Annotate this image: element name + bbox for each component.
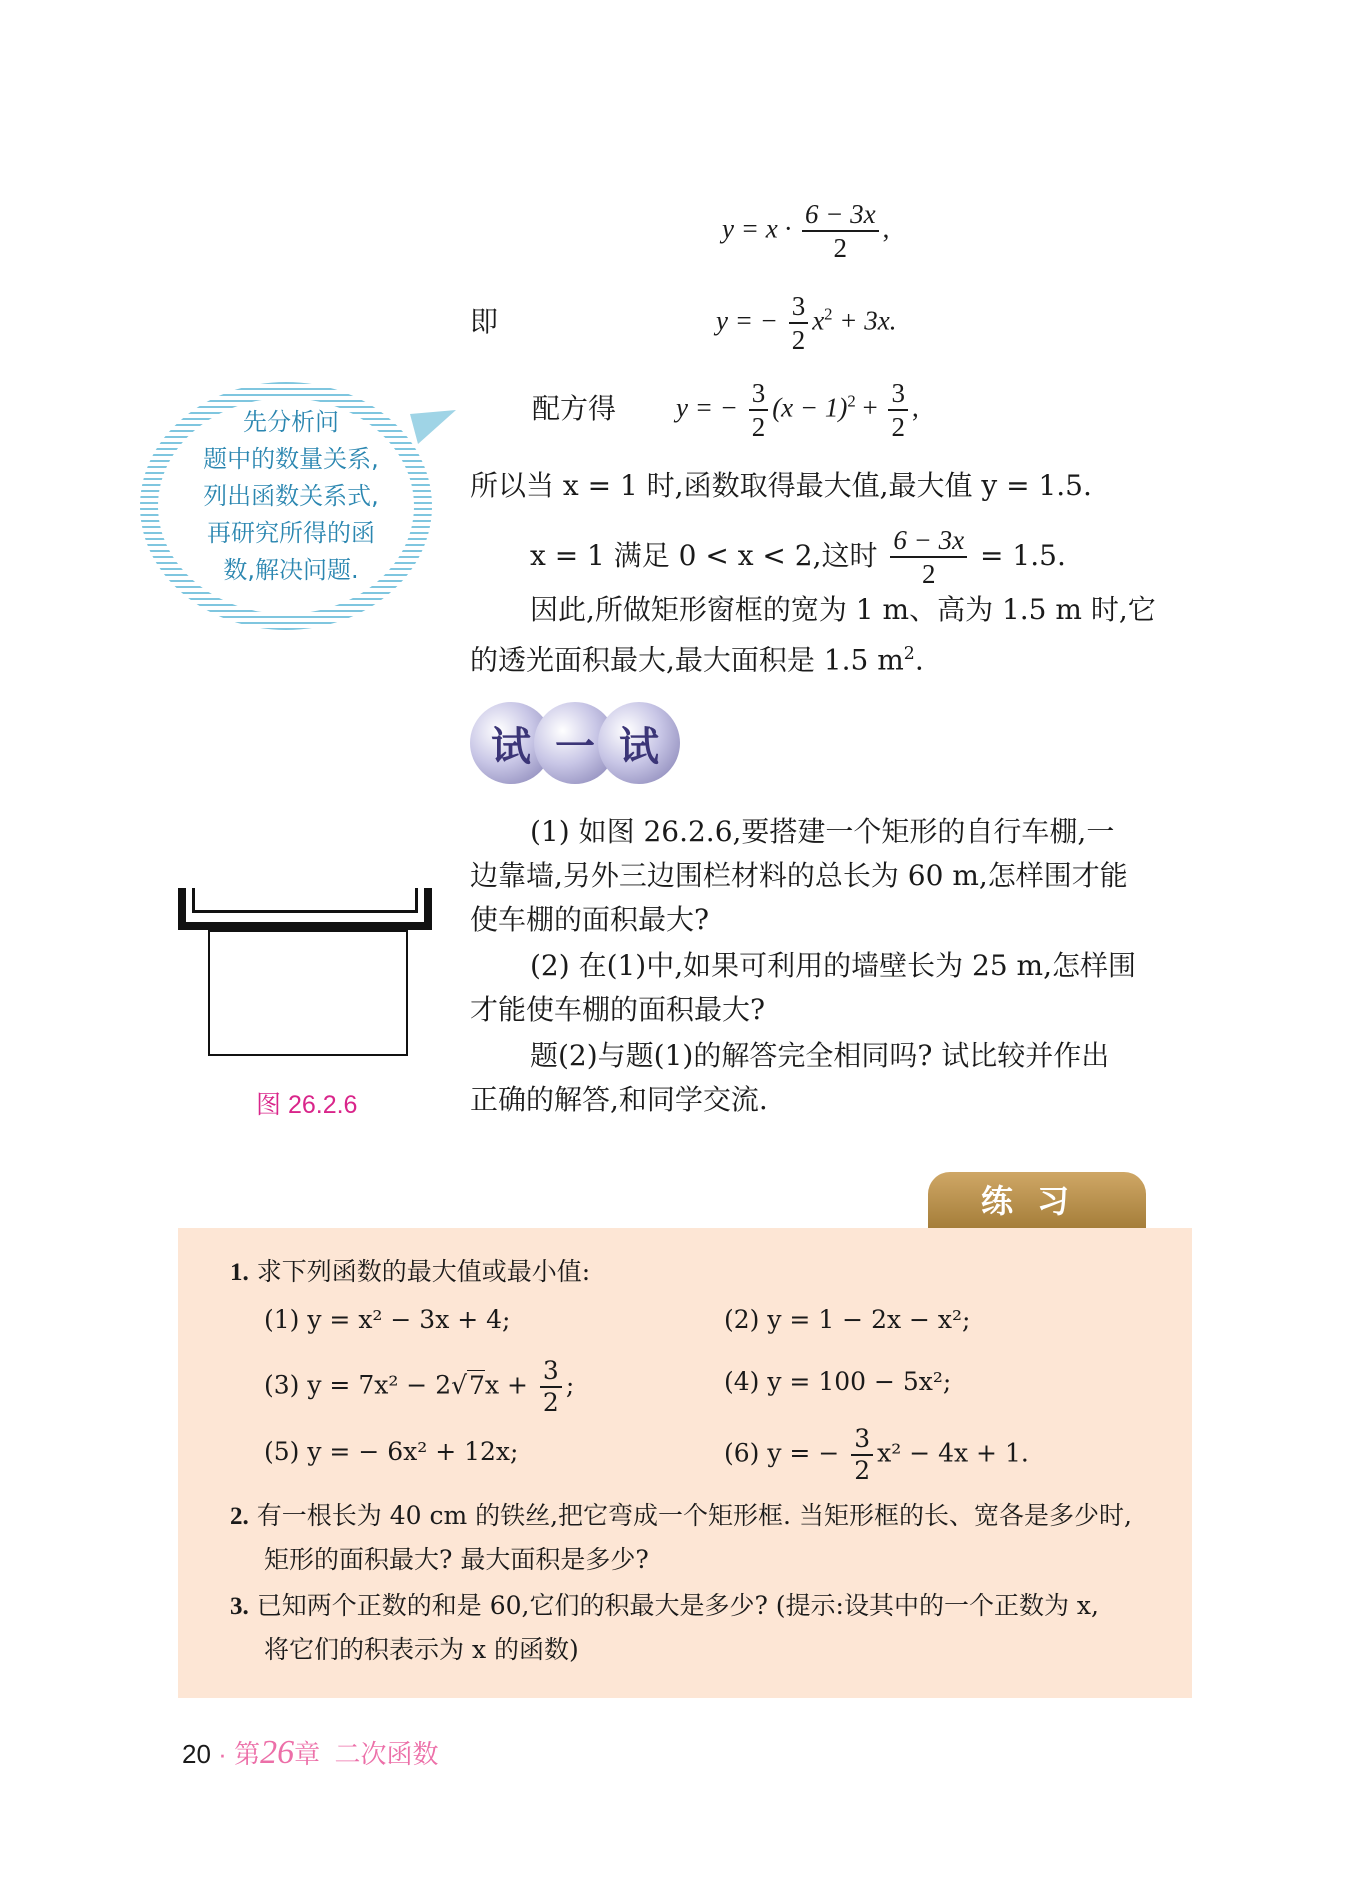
line-check-text: x = 1 满足 0 < x < 2,这时 — [530, 538, 878, 572]
q1-text: 求下列函数的最大值或最小值: — [256, 1257, 591, 1286]
i3-tail: ; — [565, 1370, 575, 1400]
i3-radicand: 7 — [469, 1370, 485, 1400]
i3-text: (3) y = 7x² − 2 — [264, 1370, 452, 1400]
eq1-denominator: 2 — [833, 233, 848, 264]
eq3-tail: , — [911, 392, 919, 423]
eq3-paren: (x − 1) — [772, 392, 848, 423]
eq2-x: x — [812, 305, 825, 336]
line-check-fraction — [890, 524, 967, 591]
practice-q2-line-2: 矩形的面积最大? 最大面积是多少? — [264, 1545, 649, 1574]
q1-number: 1. — [230, 1259, 249, 1286]
eq2-exponent: 2 — [824, 304, 833, 324]
q2-number: 2. — [230, 1503, 249, 1530]
eq3-denominator-2: 2 — [891, 412, 905, 443]
eq3-numerator-1: 3 — [749, 377, 769, 411]
try-p3-line-1: 题(2)与题(1)的解答完全相同吗? 试比较并作出 — [530, 1039, 1110, 1072]
conclusion-exponent: 2 — [903, 644, 915, 664]
q1-item-1: (1) y = x² − 3x + 4; — [264, 1305, 511, 1334]
i6-denominator: 2 — [854, 1456, 871, 1485]
chapter-title: 二次函数 — [334, 1739, 439, 1769]
eq3-exponent: 2 — [847, 391, 856, 411]
wall-inner-left — [192, 888, 195, 912]
i3-numerator: 3 — [540, 1356, 562, 1388]
q1-item-4: (4) y = 100 − 5x²; — [724, 1367, 952, 1396]
i3-denominator: 2 — [542, 1388, 559, 1417]
equation-2 — [716, 290, 897, 357]
try-p1-line-2: 边靠墙,另外三边围栏材料的总长为 60 m,怎样围才能 — [470, 859, 1128, 892]
i6-text-2: x² − 4x + 1. — [877, 1438, 1029, 1468]
sqrt-icon: √ — [451, 1370, 468, 1400]
callout-line-5: 数,解决问题. — [223, 556, 359, 584]
eq3-denominator-1: 2 — [751, 412, 766, 443]
figure-caption: 图 26.2.6 — [256, 1091, 358, 1119]
i3-text-2: x + — [484, 1370, 528, 1400]
eq3-numerator-2: 3 — [888, 377, 908, 411]
conclusion-text: 的透光面积最大,最大面积是 1.5 m — [470, 643, 904, 677]
eq2-label: 即 — [470, 305, 499, 338]
callout-text — [186, 404, 396, 589]
equation-3 — [676, 377, 919, 444]
eq1-tail: , — [882, 213, 890, 244]
try-p3-line-2: 正确的解答,和同学交流. — [470, 1083, 768, 1116]
wall-inner-line — [192, 910, 418, 913]
conclusion-line-1: 因此,所做矩形窗框的宽为 1 m、高为 1.5 m 时,它 — [530, 593, 1156, 626]
q3-number: 3. — [230, 1593, 249, 1620]
try-it-header — [470, 702, 682, 786]
eq3-fraction-2 — [888, 377, 908, 444]
equation-1 — [722, 198, 889, 265]
try-it-ball-1: 试 — [470, 702, 552, 784]
chapter-suffix: 章 — [294, 1739, 321, 1769]
q2-text-1: 有一根长为 40 cm 的铁丝,把它弯成一个矩形框. 当矩形框的长、宽各是多少时, — [256, 1501, 1132, 1530]
i6-fraction — [851, 1424, 873, 1486]
chapter-prefix: 第 — [234, 1739, 261, 1769]
try-p1-line-1: (1) 如图 26.2.6,要搭建一个矩形的自行车棚,一 — [530, 815, 1115, 848]
eq1-fraction — [802, 198, 879, 265]
eq3-lhs: y = − — [676, 392, 738, 423]
practice-q2-line-1 — [230, 1496, 1132, 1537]
try-p2-line-1: (2) 在(1)中,如果可利用的墙壁长为 25 m,怎样围 — [530, 949, 1137, 982]
callout-line-4: 再研究所得的函 — [207, 519, 375, 547]
line-check — [530, 524, 1066, 591]
eq1-numerator: 6 − 3x — [802, 198, 879, 232]
eq2-tail: + 3x. — [832, 305, 897, 336]
wall-inner-right — [415, 888, 418, 912]
callout-line-1: 先分析问 — [243, 408, 339, 436]
eq1-lhs: y = x · — [722, 213, 792, 244]
practice-q3-line-2: 将它们的积表示为 x 的函数) — [264, 1635, 579, 1664]
chapter-number: 26 — [260, 1734, 295, 1771]
line-check-numerator: 6 − 3x — [890, 524, 967, 558]
eq3-plus: + — [855, 392, 878, 423]
q1-item-5: (5) y = − 6x² + 12x; — [264, 1437, 519, 1466]
callout-tail-icon — [410, 408, 458, 448]
eq2-fraction — [789, 290, 809, 357]
practice-tab: 练习 — [928, 1172, 1146, 1228]
eq2-numerator: 3 — [789, 290, 809, 324]
q1-item-3 — [264, 1356, 574, 1418]
i3-fraction — [540, 1356, 562, 1418]
try-it-ball-2: 一 — [534, 702, 616, 784]
footer-dot: · — [218, 1739, 227, 1769]
line-check-result: = 1.5. — [980, 538, 1066, 572]
eq3-label: 配方得 — [532, 392, 617, 425]
practice-q3-line-1 — [230, 1586, 1099, 1627]
callout-line-3: 列出函数关系式, — [203, 482, 379, 510]
figure-bike-shed — [178, 888, 432, 1060]
wall-line — [178, 922, 432, 930]
q3-text-1: 已知两个正数的和是 60,它们的积最大是多少? (提示:设其中的一个正数为 x, — [256, 1591, 1099, 1620]
i6-numerator: 3 — [851, 1424, 873, 1456]
try-p1-line-3: 使车棚的面积最大? — [470, 903, 710, 936]
try-it-ball-3: 试 — [598, 702, 680, 784]
line-max-value: 所以当 x = 1 时,函数取得最大值,最大值 y = 1.5. — [470, 469, 1092, 502]
eq3-fraction-1 — [749, 377, 769, 444]
callout-line-2: 题中的数量关系, — [203, 445, 379, 473]
practice-q1 — [230, 1252, 590, 1293]
page-footer — [182, 1734, 439, 1772]
page-number: 20 — [182, 1739, 211, 1769]
q1-item-6 — [724, 1424, 1029, 1486]
shed-rectangle — [208, 930, 408, 1056]
try-p2-line-2: 才能使车棚的面积最大? — [470, 993, 766, 1026]
q1-item-2: (2) y = 1 − 2x − x²; — [724, 1305, 971, 1334]
eq2-lhs: y = − — [716, 305, 778, 336]
eq2-denominator: 2 — [791, 325, 806, 356]
i6-text: (6) y = − — [724, 1438, 840, 1468]
line-check-denominator: 2 — [922, 559, 936, 590]
conclusion-period: . — [914, 643, 924, 677]
conclusion-line-2 — [470, 632, 924, 682]
